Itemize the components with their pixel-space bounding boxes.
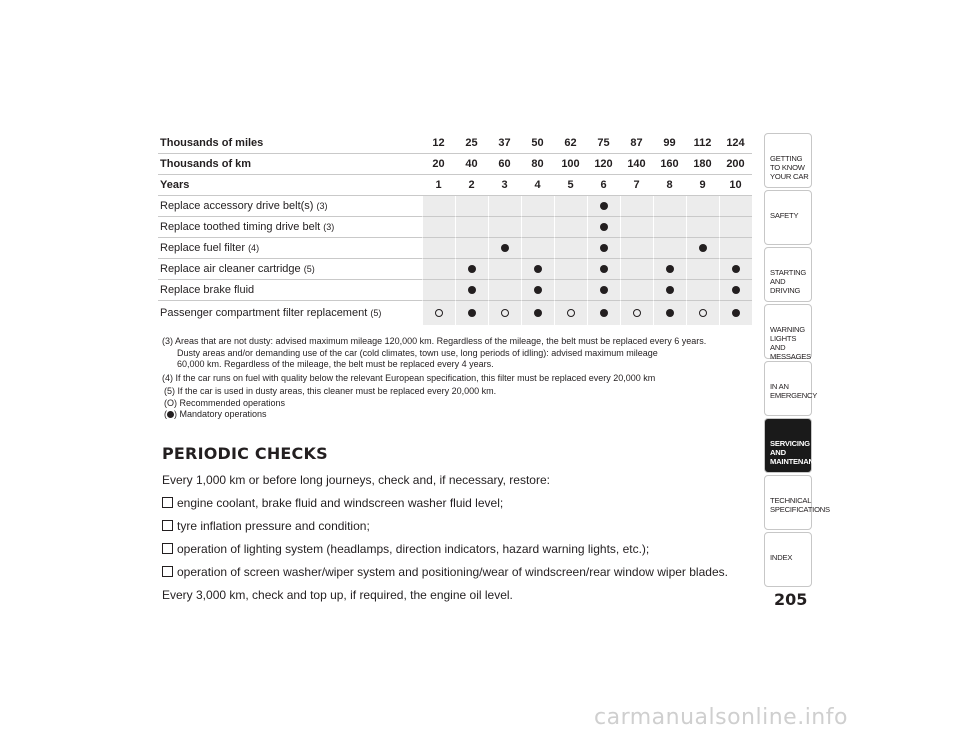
schedule-cell	[521, 238, 554, 259]
schedule-cell	[587, 259, 620, 280]
schedule-cell	[554, 238, 587, 259]
schedule-cell	[455, 301, 488, 325]
checks-outro: Every 3,000 km, check and top up, if required, the engine oil level.	[162, 588, 513, 602]
legend-recommended: (O) Recommended operations	[164, 397, 286, 408]
schedule-cell	[587, 196, 620, 217]
mandatory-dot-icon	[600, 244, 608, 252]
schedule-cell	[587, 280, 620, 301]
mandatory-dot-icon	[534, 309, 542, 317]
schedule-cell	[653, 238, 686, 259]
operation-label: Passenger compartment filter replacement (5)	[160, 307, 382, 319]
header-row	[158, 154, 752, 175]
schedule-cell	[488, 196, 521, 217]
header-value: 2	[455, 175, 488, 196]
operation-row	[158, 301, 752, 325]
schedule-cell	[686, 217, 719, 238]
checkbox-bullet-icon	[162, 543, 173, 554]
mandatory-dot-icon	[600, 286, 608, 294]
schedule-cell	[521, 301, 554, 325]
header-value: 5	[554, 175, 587, 196]
note-3: (3) Areas that are not dusty: advised maximum mileage 120,000 km. Regardless of the mileage, the belt must be replaced every 6 years.	[162, 336, 707, 346]
chapter-tab[interactable]: TECHNICAL SPECIFICATIONS	[764, 475, 812, 530]
header-value: 40	[455, 154, 488, 175]
header-value: 9	[686, 175, 719, 196]
checks-intro: Every 1,000 km or before long journeys, check and, if necessary, restore:	[162, 473, 550, 487]
header-value: 8	[653, 175, 686, 196]
mandatory-dot-icon	[600, 309, 608, 317]
schedule-cell	[719, 259, 752, 280]
chapter-tab[interactable]: INDEX	[764, 532, 812, 587]
schedule-cell	[554, 280, 587, 301]
schedule-cell	[422, 259, 455, 280]
header-value: 99	[653, 133, 686, 154]
header-value: 112	[686, 133, 719, 154]
schedule-cell	[422, 280, 455, 301]
header-value: 7	[620, 175, 653, 196]
schedule-cell	[521, 217, 554, 238]
header-value: 62	[554, 133, 587, 154]
mandatory-dot-icon	[732, 286, 740, 294]
schedule-cell	[620, 217, 653, 238]
schedule-cell	[620, 196, 653, 217]
schedule-cell	[686, 238, 719, 259]
header-label: Years	[158, 175, 422, 196]
header-value: 80	[521, 154, 554, 175]
schedule-cell	[620, 238, 653, 259]
mandatory-dot-icon	[468, 265, 476, 273]
watermark: carmanualsonline.info	[594, 705, 848, 730]
schedule-cell	[686, 196, 719, 217]
checkbox-bullet-icon	[162, 566, 173, 577]
chapter-tab[interactable]: STARTING AND DRIVING	[764, 247, 812, 302]
header-value: 10	[719, 175, 752, 196]
schedule-cell	[488, 259, 521, 280]
schedule-cell	[587, 217, 620, 238]
header-value: 6	[587, 175, 620, 196]
operation-row	[158, 238, 752, 259]
mandatory-dot-icon	[600, 223, 608, 231]
mandatory-dot-icon	[666, 265, 674, 273]
header-value: 75	[587, 133, 620, 154]
mandatory-dot-icon	[501, 244, 509, 252]
operation-row	[158, 280, 752, 301]
check-item: operation of lighting system (headlamps, direction indicators, hazard warning lights, etc.);	[162, 539, 762, 562]
chapter-tab[interactable]: WARNING LIGHTS AND MESSAGES	[764, 304, 812, 359]
schedule-cell	[686, 259, 719, 280]
mandatory-dot-icon	[468, 286, 476, 294]
schedule-cell	[455, 196, 488, 217]
schedule-cell	[488, 301, 521, 325]
mandatory-dot-icon	[534, 265, 542, 273]
schedule-cell	[422, 238, 455, 259]
recommended-circle-icon	[567, 309, 575, 317]
checkbox-bullet-icon	[162, 520, 173, 531]
operation-label: Replace fuel filter (4)	[158, 238, 422, 259]
chapter-tab[interactable]: SAFETY	[764, 190, 812, 245]
header-row	[158, 133, 752, 154]
header-value: 180	[686, 154, 719, 175]
schedule-cell	[455, 280, 488, 301]
mandatory-dot-icon	[468, 309, 476, 317]
chapter-tabs	[764, 133, 830, 589]
header-value: 3	[488, 175, 521, 196]
operation-label: Replace brake fluid	[158, 280, 422, 301]
checkbox-bullet-icon	[162, 497, 173, 508]
schedule-cell	[620, 280, 653, 301]
header-value: 200	[719, 154, 752, 175]
chapter-tab[interactable]: SERVICING AND MAINTENANCE	[764, 418, 812, 473]
schedule-cell	[653, 280, 686, 301]
operation-label: Replace toothed timing drive belt (3)	[158, 217, 422, 238]
schedule-cell	[521, 196, 554, 217]
mandatory-dot-icon	[600, 265, 608, 273]
schedule-cell	[554, 196, 587, 217]
schedule-cell	[455, 217, 488, 238]
schedule-cell	[455, 259, 488, 280]
mandatory-dot-icon	[666, 286, 674, 294]
header-value: 87	[620, 133, 653, 154]
header-value: 160	[653, 154, 686, 175]
note-5: (5) If the car is used in dusty areas, this cleaner must be replaced every 20,000 km.	[164, 386, 497, 396]
page-number: 205	[774, 590, 808, 609]
schedule-cell	[455, 238, 488, 259]
note-3-cont: Dusty areas and/or demanding use of the car (cold climates, town use, long periods of idling): advised maximum mileage	[177, 347, 658, 358]
recommended-circle-icon	[501, 309, 509, 317]
header-value: 120	[587, 154, 620, 175]
mandatory-dot-icon	[732, 309, 740, 317]
schedule-cell	[620, 301, 653, 325]
schedule-cell	[422, 196, 455, 217]
schedule-cell	[653, 301, 686, 325]
header-label: Thousands of miles	[158, 133, 422, 154]
schedule-cell	[653, 196, 686, 217]
schedule-cell	[521, 280, 554, 301]
schedule-cell	[719, 217, 752, 238]
header-value: 50	[521, 133, 554, 154]
schedule-cell	[653, 259, 686, 280]
header-value: 140	[620, 154, 653, 175]
schedule-cell	[587, 238, 620, 259]
note-4: (4) If the car runs on fuel with quality below the relevant European specification, this filter must be replaced every 20,000 km	[162, 372, 656, 383]
schedule-cell	[554, 301, 587, 325]
schedule-cell	[719, 280, 752, 301]
schedule-cell	[554, 259, 587, 280]
header-value: 4	[521, 175, 554, 196]
schedule-cell	[719, 196, 752, 217]
mandatory-dot-icon	[167, 411, 174, 418]
schedule-cell	[488, 238, 521, 259]
header-value: 124	[719, 133, 752, 154]
schedule-cell	[686, 280, 719, 301]
operation-row	[158, 196, 752, 217]
schedule-cell	[554, 217, 587, 238]
recommended-circle-icon	[435, 309, 443, 317]
schedule-cell	[719, 238, 752, 259]
schedule-cell	[521, 259, 554, 280]
operation-label: Replace air cleaner cartridge (5)	[158, 259, 422, 280]
mandatory-dot-icon	[699, 244, 707, 252]
table-notes	[162, 336, 762, 421]
header-value: 100	[554, 154, 587, 175]
chapter-tab[interactable]: IN AN EMERGENCY	[764, 361, 812, 416]
periodic-checks-body	[162, 470, 762, 608]
header-row	[158, 175, 752, 196]
check-item: engine coolant, brake fluid and windscreen washer fluid level;	[162, 493, 762, 516]
header-value: 12	[422, 133, 455, 154]
note-3-cont-2: 60,000 km. Regardless of the mileage, the belt must be replaced every 4 years.	[177, 359, 494, 369]
operation-row	[158, 259, 752, 280]
mandatory-dot-icon	[666, 309, 674, 317]
recommended-circle-icon	[699, 309, 707, 317]
operation-row	[158, 217, 752, 238]
mandatory-dot-icon	[732, 265, 740, 273]
header-label: Thousands of km	[158, 154, 422, 175]
schedule-cell	[587, 301, 620, 325]
schedule-cell	[686, 301, 719, 325]
schedule-cell	[620, 259, 653, 280]
mandatory-dot-icon	[600, 202, 608, 210]
periodic-checks-heading: PERIODIC CHECKS	[162, 444, 328, 463]
chapter-tab[interactable]: GETTING TO KNOW YOUR CAR	[764, 133, 812, 188]
check-item: operation of screen washer/wiper system and positioning/wear of windscreen/rear window wiper blades.	[162, 562, 762, 585]
schedule-cell	[422, 217, 455, 238]
mandatory-dot-icon	[534, 286, 542, 294]
header-value: 20	[422, 154, 455, 175]
header-value: 1	[422, 175, 455, 196]
recommended-circle-icon	[633, 309, 641, 317]
schedule-cell	[422, 301, 455, 325]
schedule-cell	[653, 217, 686, 238]
header-value: 37	[488, 133, 521, 154]
header-value: 60	[488, 154, 521, 175]
schedule-cell	[719, 301, 752, 325]
operation-label: Replace accessory drive belt(s) (3)	[158, 196, 422, 217]
check-item: tyre inflation pressure and condition;	[162, 516, 762, 539]
schedule-cell	[488, 217, 521, 238]
schedule-cell	[488, 280, 521, 301]
maintenance-schedule-table	[158, 133, 752, 325]
header-value: 25	[455, 133, 488, 154]
legend-mandatory: ( ) Mandatory operations	[164, 409, 267, 419]
